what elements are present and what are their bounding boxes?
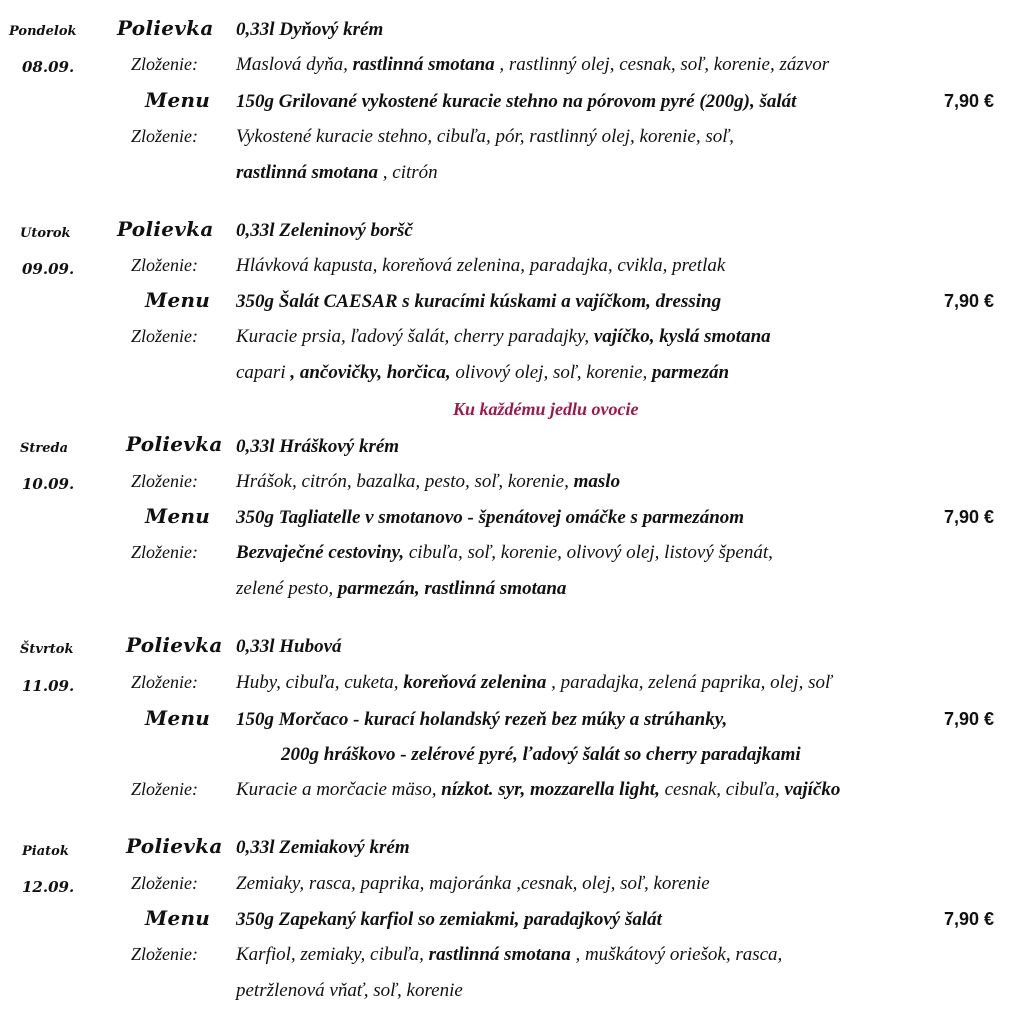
menu-ingredients-line [236,579,566,598]
day-name-tuesday: Utorok [20,226,71,241]
menu-dish-line: 350g Šalát CAESAR s kuracími kúskami a vajíčkom, dressing [236,291,722,312]
day-date-wednesday: 10.09. [22,475,75,493]
soup-ingredients-line [236,55,829,74]
ingredient-highlight: vajíčko, kyslá smotana [593,326,771,347]
ingredients-label: Zloženie: [131,779,198,799]
soup-label: Polievka [126,834,223,858]
soup-name: 0,33l Dyňový krém [236,19,384,40]
ingredients-label: Zloženie: [131,54,198,74]
ingredient-text: , rastlinný olej, cesnak, soľ, korenie, zázvor [494,54,830,75]
menu-ingredients-line [236,981,463,1000]
ingredient-text: Zemiaky, rasca, paprika, majoránka ,cesnak, olej, soľ, korenie [236,873,710,894]
day-date-thursday: 11.09. [22,677,75,695]
ingredient-text: Maslová dyňa, [236,54,353,75]
day-date-friday: 12.09. [22,878,75,896]
soup-name: 0,33l Hráškový krém [236,436,400,457]
ingredient-text: Hlávková kapusta, koreňová zelenina, paradajka, cvikla, pretlak [236,255,726,276]
ingredient-highlight: rastlinná smotana [352,54,495,75]
ingredients-label: Zloženie: [131,255,198,275]
ingredient-highlight: , ančovičky, horčica, [290,362,451,383]
ingredient-highlight: koreňová zelenina [403,672,547,693]
soup-name: 0,33l Zeleninový boršč [236,220,413,241]
menu-ingredients-line [236,780,840,799]
ingredient-highlight: parmezán [652,362,730,383]
menu-label: Menu [145,906,211,930]
menu-dish-line: 350g Tagliatelle v smotanovo - špenátovej omáčke s parmezánom [236,507,745,528]
ingredients-label: Zloženie: [131,542,198,562]
day-name-monday: Pondelok [9,24,77,39]
ingredient-text: zelené pesto, [236,578,338,599]
ingredient-highlight: maslo [573,471,621,492]
ingredient-text: Karfiol, zemiaky, cibuľa, [236,944,429,965]
soup-ingredients-line [236,256,725,275]
ingredient-highlight: rastlinná smotana [428,944,571,965]
menu-ingredients-line [236,327,771,346]
ingredients-label: Zloženie: [131,126,198,146]
ingredient-text: olivový olej, soľ, korenie, [450,362,653,383]
ingredient-highlight: rastlinná smotana [236,162,379,183]
menu-dish-line: 150g Morčaco - kurací holandský rezeň bez múky a strúhanky, [236,709,728,730]
soup-label: Polievka [126,633,223,657]
ingredient-highlight: parmezán, rastlinná smotana [337,578,567,599]
menu-label: Menu [145,288,211,312]
ingredient-text: Kuracie a morčacie mäso, [236,779,442,800]
soup-label: Polievka [126,432,223,456]
menu-price: 7,90 € [944,709,995,729]
menu-price: 7,90 € [944,507,995,527]
ingredients-label: Zloženie: [131,672,198,692]
ingredients-label: Zloženie: [131,326,198,346]
soup-label: Polievka [117,16,214,40]
soup-ingredients-line [236,472,620,491]
fruit-note: Ku každému jedlu ovocie [453,399,639,419]
ingredient-text: , muškátový oriešok, rasca, [570,944,783,965]
ingredient-text: cesnak, cibuľa, [659,779,785,800]
menu-label: Menu [145,706,211,730]
ingredient-text: , paradajka, zelená paprika, olej, soľ [546,672,832,693]
ingredient-highlight: Bezvaječné cestoviny, [236,542,405,563]
menu-ingredients-line [236,363,729,382]
soup-label: Polievka [117,217,214,241]
ingredient-text: Vykostené kuracie stehno, cibuľa, pór, rastlinný olej, korenie, soľ, [236,126,734,147]
day-name-friday: Piatok [22,844,69,859]
ingredient-text: petržlenová vňať, soľ, korenie [236,980,463,1001]
menu-price: 7,90 € [944,91,995,111]
ingredient-text: Huby, cibuľa, cuketa, [236,672,404,693]
menu-label: Menu [145,88,211,112]
ingredient-text: cibuľa, soľ, korenie, olivový olej, listový špenát, [404,542,773,563]
menu-dish-line: 200g hráškovo - zelérové pyré, ľadový šalát so cherry paradajkami [281,744,801,765]
ingredients-label: Zloženie: [131,471,198,491]
ingredient-text: Hrášok, citrón, bazalka, pesto, soľ, korenie, [236,471,574,492]
soup-ingredients-line [236,673,832,692]
day-name-wednesday: Streda [20,441,69,456]
ingredient-text: , citrón [378,162,438,183]
menu-ingredients-line [236,543,773,562]
menu-price: 7,90 € [944,909,995,929]
menu-ingredients-line [236,163,438,182]
menu-price: 7,90 € [944,291,995,311]
menu-ingredients-line [236,945,782,964]
day-date-tuesday: 09.09. [22,260,75,278]
ingredient-highlight: nízkot. syr, mozzarella light, [441,779,660,800]
ingredient-text: Kuracie prsia, ľadový šalát, cherry paradajky, [236,326,594,347]
ingredients-label: Zloženie: [131,944,198,964]
ingredients-label: Zloženie: [131,873,198,893]
day-date-monday: 08.09. [22,58,75,76]
menu-dish-line: 150g Grilované vykostené kuracie stehno na pórovom pyré (200g), šalát [236,91,797,112]
ingredient-text: capari [236,362,291,383]
menu-label: Menu [145,504,211,528]
soup-name: 0,33l Zemiakový krém [236,837,410,858]
soup-ingredients-line [236,874,710,893]
ingredient-highlight: vajíčko [784,779,841,800]
day-name-thursday: Štvrtok [20,642,74,657]
menu-dish-line: 350g Zapekaný karfiol so zemiakmi, paradajkový šalát [236,909,662,930]
menu-ingredients-line [236,127,734,146]
soup-name: 0,33l Hubová [236,636,342,657]
